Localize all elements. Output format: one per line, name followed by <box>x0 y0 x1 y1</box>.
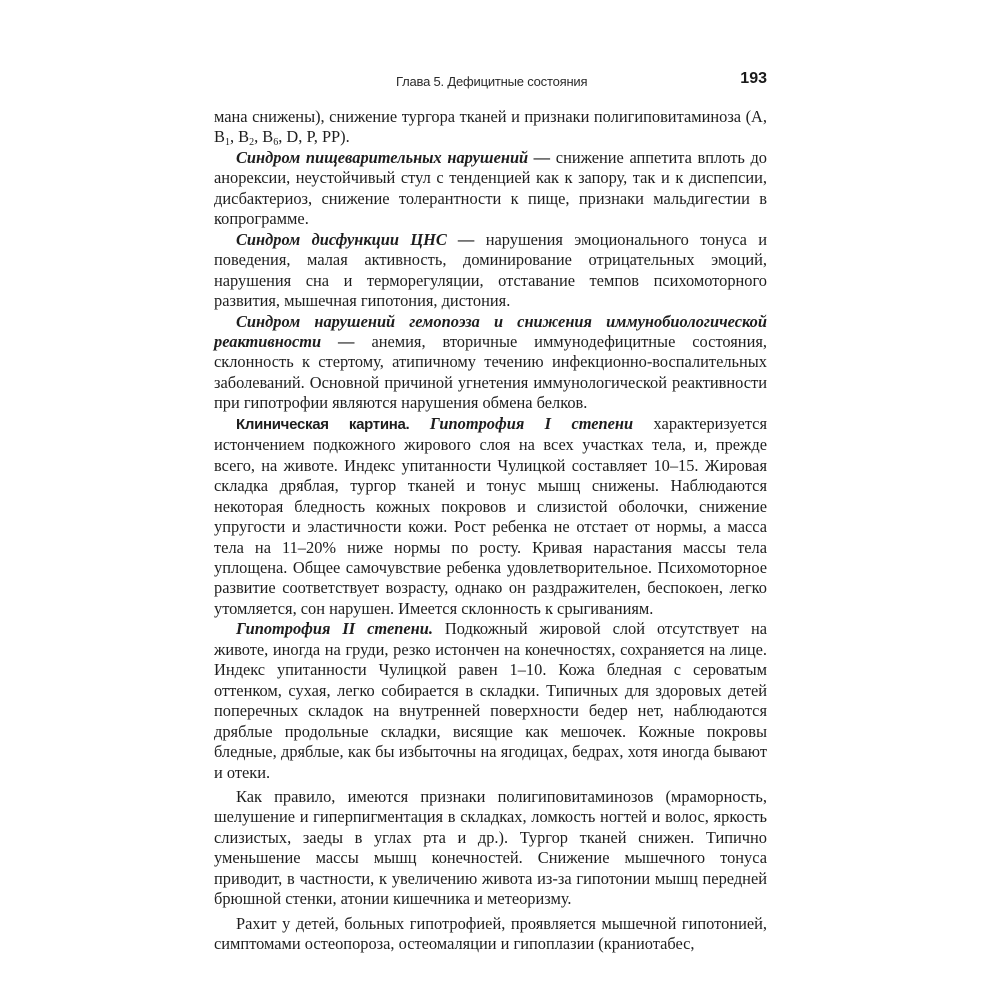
paragraph-continuation <box>214 107 767 148</box>
paragraph-text: нарушения эмоционального тонуса и поведения, малая активность, доминирование отрицательных эмоций, нарушения сна и терморегуляции, отставание темпов психомоторного развития, мышечная гипотония, дистония. <box>214 229 767 311</box>
term-heading: Гипотрофия I степени <box>409 413 634 433</box>
page-body <box>214 107 767 955</box>
paragraph-hypotrophy-2 <box>214 619 767 783</box>
vitamin-subscript: 2 <box>249 137 255 149</box>
paragraph-text: Рахит у детей, больных гипотрофией, проявляется мышечной гипотонией, симптомами остеопороза, остеомаляции и гипоплазии (краниотабес, <box>214 913 767 954</box>
vitamin-subscript: 1 <box>224 137 230 149</box>
term-heading: Синдром дисфункции ЦНС — <box>236 229 475 249</box>
paragraph-text: анемия, вторичные иммунодефицитные состояния, склонность к стертому, атипичному течению инфекционно-воспалительных заболеваний. Основной причиной угнетения иммунологической реактивности при гипотрофии являются нарушения обмена белков. <box>214 331 767 413</box>
paragraph-digestive-syndrome <box>214 148 767 230</box>
term-heading: Гипотрофия II степени. <box>236 619 433 639</box>
paragraph-text: снижение аппетита вплоть до анорексии, неустойчивый стул с тенденцией как к запору, так и к диспепсии, дисбактериоз, снижение толерантности к пище, признаки мальдигестии в копрограмме. <box>214 147 767 229</box>
section-lead: Клиническая картина. <box>236 415 410 433</box>
term-heading: Синдром нарушений гемопоэза и снижения иммунобиологической реактивности — <box>214 311 767 351</box>
paragraph-cns-syndrome <box>214 230 767 312</box>
paragraph-text: Как правило, имеются признаки полигиповитаминозов (мраморность, шелушение и гиперпигментация в складках, ломкость ногтей и волос, яркость слизистых, заеды в углах рта и др.). Тургор тканей снижен. Типично уменьшение массы мышц конечностей. Снижение мышечного тонуса приводит, в частности, к увеличению живота из-за гипотонии мышц передней брюшной стенки, атонии кишечника и метеоризму. <box>214 786 767 909</box>
paragraph-text: характеризуется истончением подкожного жирового слоя на всех участках тела, и, прежде всего, на животе. Индекс упитанности Чулицкой составляет 10–15. Жировая складка дряблая, тургор тканей и тонус мышц снижены. Наблюдаются некоторая бледность кожных покровов и слизистой оболочки, снижение упругости и эластичности кожи. Рост ребенка не отстает от нормы, а масса тела на 11–20% ниже нормы по росту. Кривая нарастания массы тела уплощена. Общее самочувствие ребенка удовлетворительное. Психомоторное развитие соответствует возрасту, однако он раздражителен, беспокоен, легко утомляется, сон нарушен. Имеется склонность к срыгиваниям. <box>214 413 767 618</box>
vitamin-subscript: 6 <box>273 137 279 149</box>
paragraph-hemopoiesis-syndrome <box>214 312 767 414</box>
paragraph-text: , B <box>229 127 250 147</box>
paragraph-rickets <box>214 914 767 955</box>
paragraph-text: , B <box>254 127 274 147</box>
paragraph-text: мана снижены), снижение тургора тканей и признаки полигиповитаминоза (A, B <box>214 107 767 147</box>
page-number: 193 <box>740 70 767 87</box>
paragraph-text: Подкожный жировой слой отсутствует на животе, иногда на груди, резко истончен на конечностях, сохраняется на лице. Индекс упитанности Чулицкой равен 1–10. Кожа бледная с сероватым оттенком, сухая, легко собирается в складки. Типичных для здоровых детей поперечных складок на внутренней поверхности бедер нет, наблюдаются дряблые продольные складки, висящие как мешочек. Кожные покровы бледные, дряблые, как бы избыточны на ягодицах, бедрах, хотя иногда бывают и отеки. <box>214 619 767 782</box>
paragraph-polyhypovitaminosis <box>214 787 767 910</box>
paragraph-text: , D, P, PP). <box>278 127 350 147</box>
page-header <box>214 70 767 94</box>
running-head: Глава 5. Дефицитные состояния <box>396 74 588 89</box>
term-heading: Синдром пищеварительных нарушений — <box>236 147 551 167</box>
paragraph-clinical-picture <box>214 414 767 620</box>
